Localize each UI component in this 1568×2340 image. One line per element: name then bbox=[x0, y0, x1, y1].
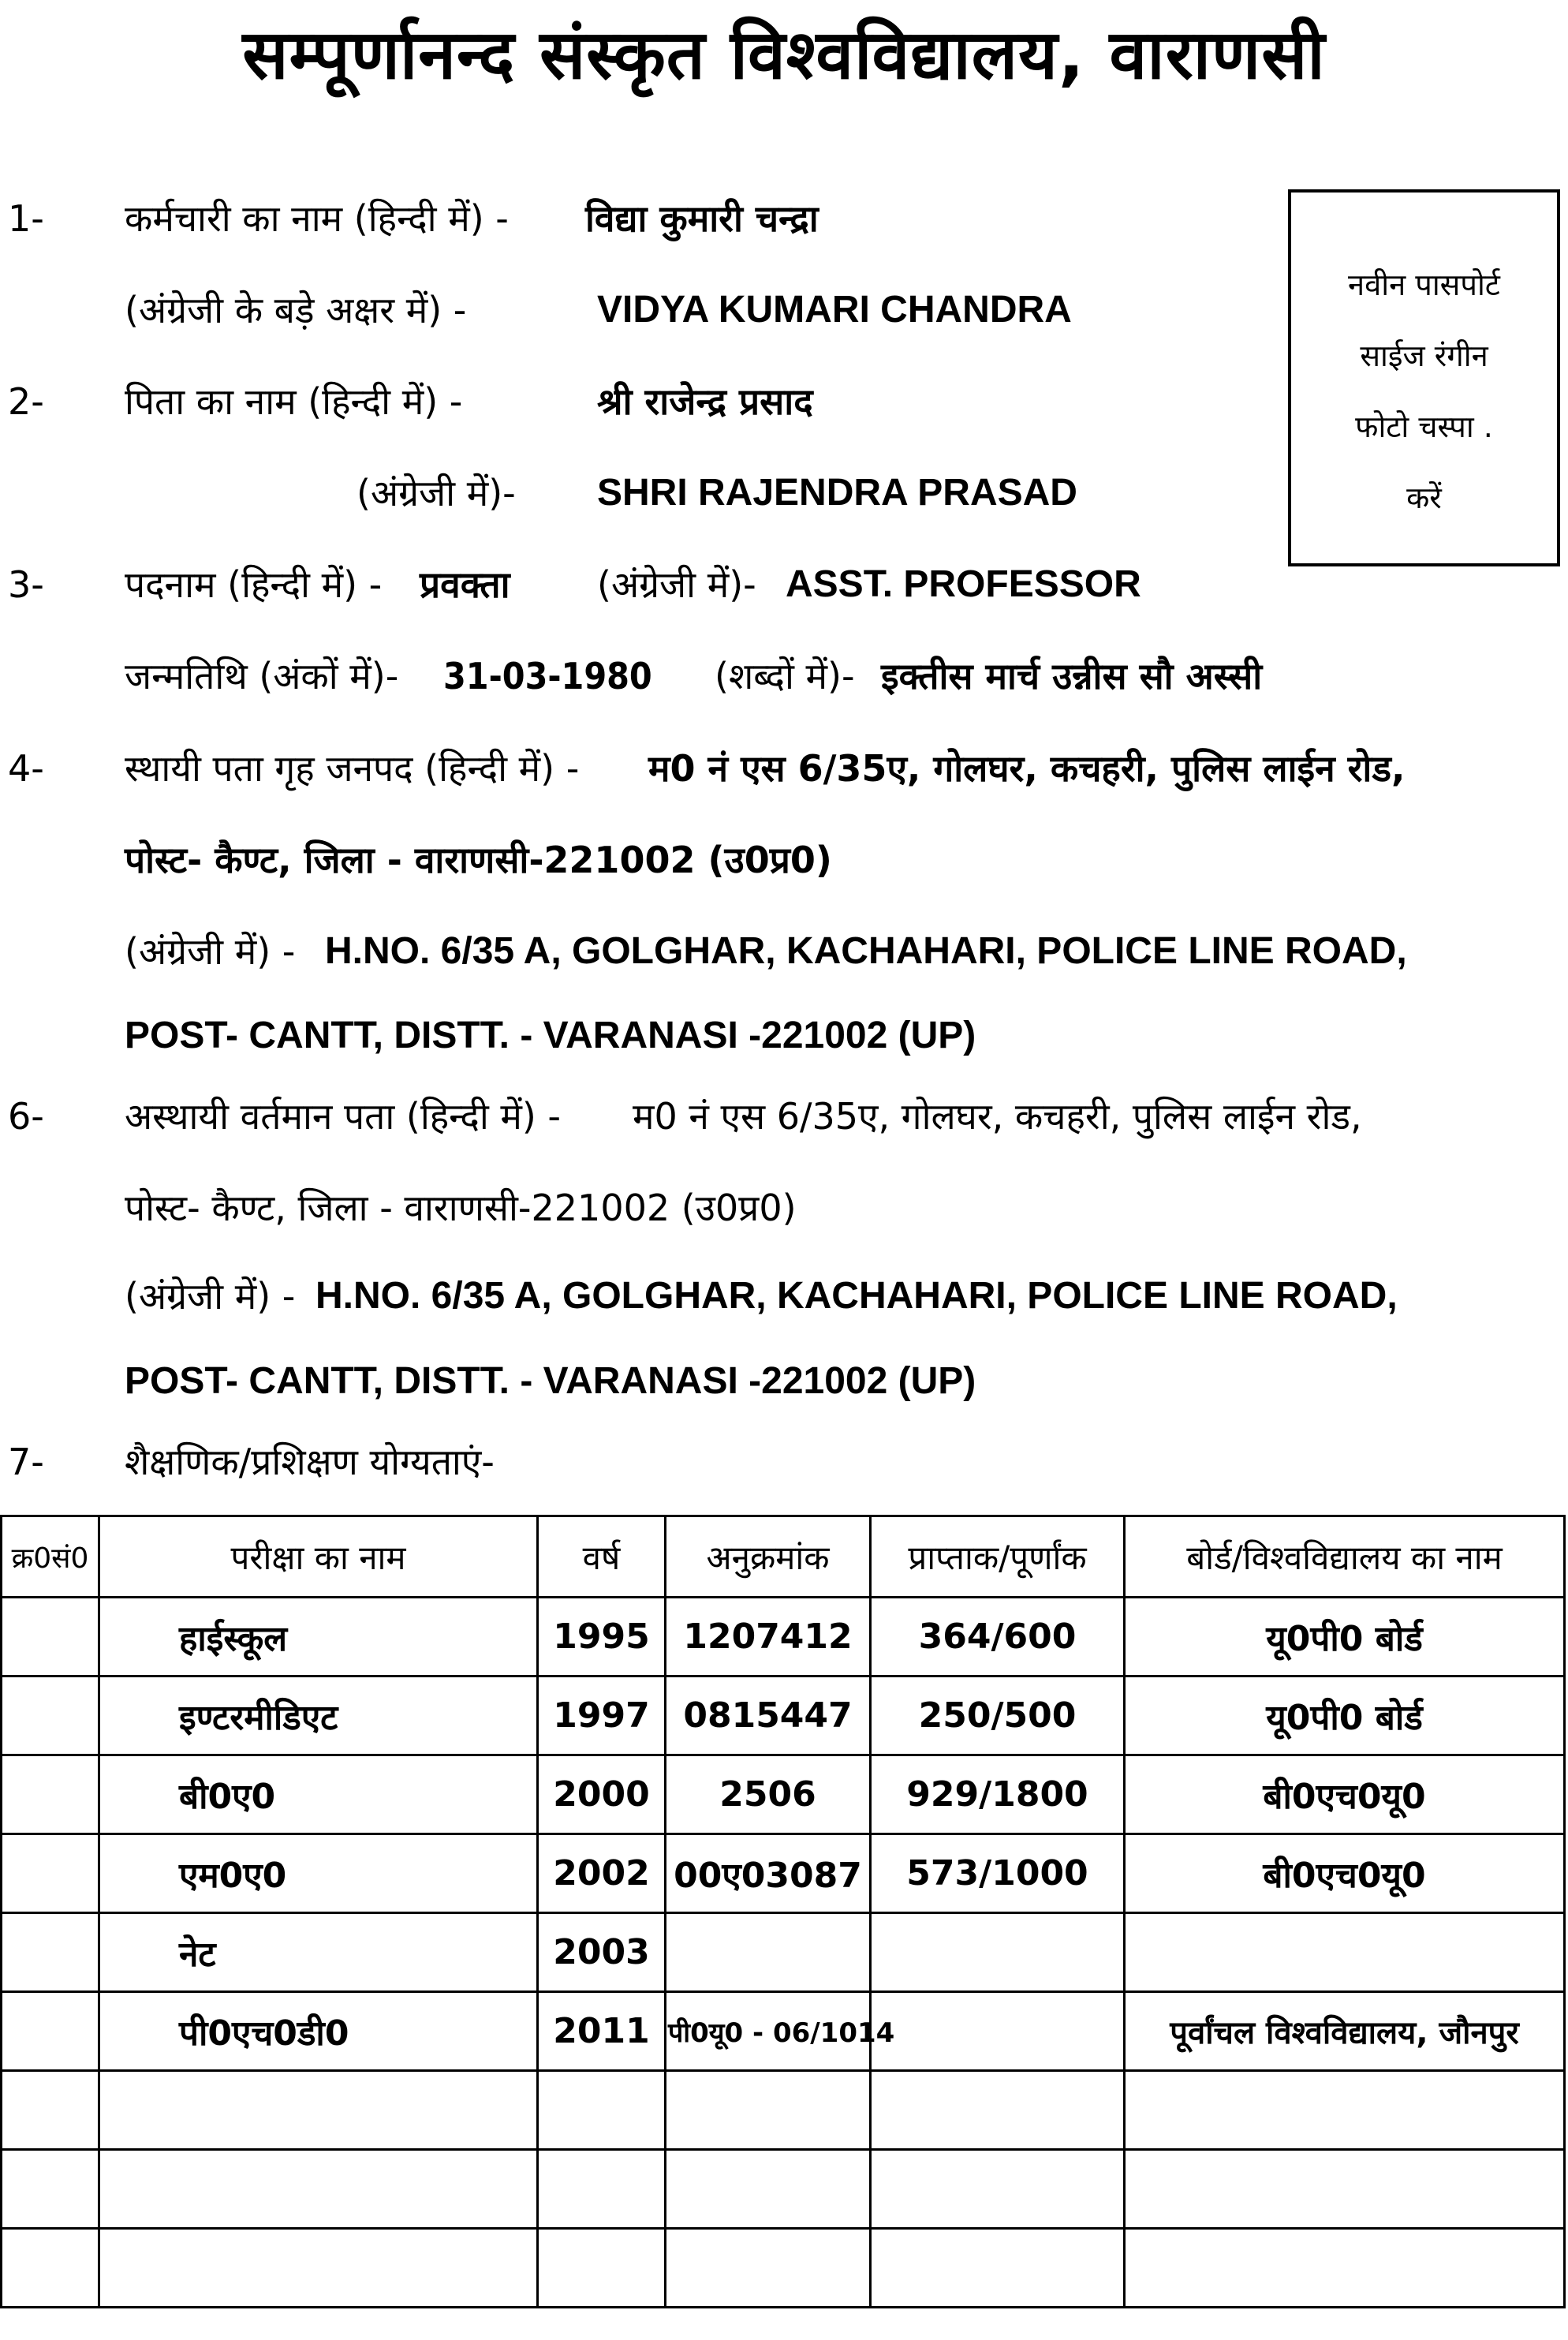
table-cell bbox=[538, 2071, 666, 2150]
table-row bbox=[2, 2229, 1565, 2308]
item-number: 6- bbox=[8, 1095, 44, 1138]
table-header-row bbox=[2, 1516, 1565, 1598]
table-row bbox=[2, 1598, 1565, 1677]
table-cell bbox=[1125, 2071, 1565, 2150]
table-cell bbox=[1125, 2150, 1565, 2229]
table-cell bbox=[99, 2150, 538, 2229]
table-cell bbox=[538, 2229, 666, 2308]
table-cell bbox=[2, 1834, 99, 1913]
name-hi-label: कर्मचारी का नाम (हिन्दी में) - bbox=[125, 197, 509, 240]
table-cell bbox=[99, 2229, 538, 2308]
column-header: परीक्षा का नाम bbox=[99, 1516, 538, 1598]
table-cell bbox=[871, 1913, 1125, 1992]
table-cell: पी0एच0डी0 bbox=[99, 1992, 538, 2071]
table-cell bbox=[666, 1913, 871, 1992]
table-cell bbox=[666, 2071, 871, 2150]
table-cell bbox=[2, 1677, 99, 1755]
designation-hi-value: प्रवक्ता bbox=[420, 563, 510, 606]
permanent-address-hi-line2: पोस्ट- कैण्ट, जिला - वाराणसी-221002 (उ0प्र0) bbox=[125, 839, 832, 881]
temporary-address-en-label: (अंग्रेजी में) - bbox=[125, 1275, 296, 1318]
table-cell: 2003 bbox=[538, 1913, 666, 1992]
name-en-value: VIDYA KUMARI CHANDRA bbox=[597, 289, 1072, 331]
table-cell: 2000 bbox=[538, 1755, 666, 1834]
father-hi-label: पिता का नाम (हिन्दी में) - bbox=[125, 380, 463, 423]
table-cell: बी0एच0यू0 bbox=[1125, 1755, 1565, 1834]
table-cell bbox=[2, 2150, 99, 2229]
column-header: बोर्ड/विश्वविद्यालय का नाम bbox=[1125, 1516, 1565, 1598]
table-cell: इण्टरमीडिएट bbox=[99, 1677, 538, 1755]
table-cell: 1995 bbox=[538, 1598, 666, 1677]
designation-hi-label: पदनाम (हिन्दी में) - bbox=[125, 563, 383, 606]
name-en-label: (अंग्रेजी के बड़े अक्षर में) - bbox=[125, 289, 467, 331]
temporary-address-label: अस्थायी वर्तमान पता (हिन्दी में) - bbox=[125, 1095, 562, 1138]
father-en-label: (अंग्रेजी में)- bbox=[357, 472, 516, 514]
table-row bbox=[2, 1755, 1565, 1834]
temporary-address-en-line2: POST- CANTT, DISTT. - VARANASI -221002 (UP) bbox=[125, 1360, 976, 1402]
dob-words-label: (शब्दों में)- bbox=[715, 655, 855, 697]
table-cell: यू0पी0 बोर्ड bbox=[1125, 1677, 1565, 1755]
table-cell: 929/1800 bbox=[871, 1755, 1125, 1834]
table-cell: 0815447 bbox=[666, 1677, 871, 1755]
item-number: 3- bbox=[8, 563, 44, 606]
table-cell: 2506 bbox=[666, 1755, 871, 1834]
table-cell bbox=[2, 2071, 99, 2150]
item-number: 7- bbox=[8, 1441, 44, 1483]
photo-box-line: फोटो चस्पा . bbox=[1355, 409, 1493, 444]
table-row bbox=[2, 1834, 1565, 1913]
item-number: 2- bbox=[8, 380, 44, 423]
table-cell bbox=[2, 1992, 99, 2071]
table-cell: नेट bbox=[99, 1913, 538, 1992]
table-row bbox=[2, 2150, 1565, 2229]
table-cell: एम0ए0 bbox=[99, 1834, 538, 1913]
table-cell: यू0पी0 बोर्ड bbox=[1125, 1598, 1565, 1677]
item-number: 1- bbox=[8, 197, 44, 240]
photo-box-line: नवीन पासपोर्ट bbox=[1348, 267, 1500, 302]
table-cell bbox=[871, 2229, 1125, 2308]
table-row bbox=[2, 2071, 1565, 2150]
table-cell bbox=[2, 1598, 99, 1677]
column-header: अनुक्रमांक bbox=[666, 1516, 871, 1598]
photo-box-line: साईज रंगीन bbox=[1360, 338, 1488, 373]
table-cell bbox=[99, 2071, 538, 2150]
table-cell bbox=[666, 2150, 871, 2229]
education-label: शैक्षणिक/प्रशिक्षण योग्यताएं- bbox=[125, 1441, 495, 1483]
designation-en-value: ASST. PROFESSOR bbox=[786, 563, 1141, 605]
photo-box-line: करें bbox=[1406, 480, 1442, 515]
table-cell: 2002 bbox=[538, 1834, 666, 1913]
table-cell: 1207412 bbox=[666, 1598, 871, 1677]
permanent-address-en-line1: H.NO. 6/35 A, GOLGHAR, KACHAHARI, POLICE LINE ROAD, bbox=[325, 930, 1407, 972]
table-cell: 250/500 bbox=[871, 1677, 1125, 1755]
column-header: क्र0सं0 bbox=[2, 1516, 99, 1598]
table-cell bbox=[666, 2229, 871, 2308]
table-cell bbox=[2, 1913, 99, 1992]
table-cell: 1997 bbox=[538, 1677, 666, 1755]
table-cell: बी0एच0यू0 bbox=[1125, 1834, 1565, 1913]
table-cell: पी0यू0 - 06/1014 bbox=[666, 1992, 871, 2071]
dob-words-value: इक्तीस मार्च उन्नीस सौ अस्सी bbox=[881, 655, 1263, 697]
table-row bbox=[2, 1992, 1565, 2071]
table-cell: 2011 bbox=[538, 1992, 666, 2071]
table-row bbox=[2, 1913, 1565, 1992]
table-row bbox=[2, 1677, 1565, 1755]
designation-en-label: (अंग्रेजी में)- bbox=[597, 563, 756, 606]
column-header: वर्ष bbox=[538, 1516, 666, 1598]
table-cell bbox=[871, 2150, 1125, 2229]
item-number: 4- bbox=[8, 747, 44, 790]
table-cell bbox=[2, 2229, 99, 2308]
table-cell bbox=[538, 2150, 666, 2229]
dob-label: जन्मतिथि (अंकों में)- bbox=[125, 655, 399, 697]
education-table bbox=[0, 1515, 1566, 2308]
permanent-address-hi-line1: म0 नं एस 6/35ए, गोलघर, कचहरी, पुलिस लाईन रोड, bbox=[648, 747, 1406, 790]
temporary-address-en-line1: H.NO. 6/35 A, GOLGHAR, KACHAHARI, POLICE LINE ROAD, bbox=[315, 1275, 1398, 1317]
permanent-address-label: स्थायी पता गृह जनपद (हिन्दी में) - bbox=[125, 747, 580, 790]
name-hi-value: विद्या कुमारी चन्द्रा bbox=[585, 197, 819, 240]
photo-placeholder-box bbox=[1288, 189, 1560, 566]
permanent-address-en-label: (अंग्रेजी में) - bbox=[125, 930, 296, 973]
table-cell: 573/1000 bbox=[871, 1834, 1125, 1913]
table-cell: बी0ए0 bbox=[99, 1755, 538, 1834]
table-cell: पूर्वांचल विश्वविद्यालय, जौनपुर bbox=[1125, 1992, 1565, 2071]
table-cell bbox=[2, 1755, 99, 1834]
dob-value: 31-03-1980 bbox=[443, 655, 652, 697]
table-cell bbox=[871, 2071, 1125, 2150]
temporary-address-hi-line1: म0 नं एस 6/35ए, गोलघर, कचहरी, पुलिस लाईन रोड, bbox=[633, 1095, 1362, 1138]
table-cell bbox=[1125, 1913, 1565, 1992]
table-cell: हाईस्कूल bbox=[99, 1598, 538, 1677]
father-en-value: SHRI RAJENDRA PRASAD bbox=[597, 472, 1077, 514]
column-header: प्राप्ताक/पूर्णांक bbox=[871, 1516, 1125, 1598]
table-cell: 00ए03087 bbox=[666, 1834, 871, 1913]
table-cell: 364/600 bbox=[871, 1598, 1125, 1677]
father-hi-value: श्री राजेन्द्र प्रसाद bbox=[597, 380, 813, 423]
permanent-address-en-line2: POST- CANTT, DISTT. - VARANASI -221002 (UP) bbox=[125, 1015, 976, 1056]
temporary-address-hi-line2: पोस्ट- कैण्ट, जिला - वाराणसी-221002 (उ0प्र0) bbox=[125, 1187, 797, 1229]
table-cell bbox=[871, 1992, 1125, 2071]
page-title: सम्पूर्णानन्द संस्कृत विश्वविद्यालय, वाराणसी bbox=[242, 16, 1326, 95]
table-cell bbox=[1125, 2229, 1565, 2308]
